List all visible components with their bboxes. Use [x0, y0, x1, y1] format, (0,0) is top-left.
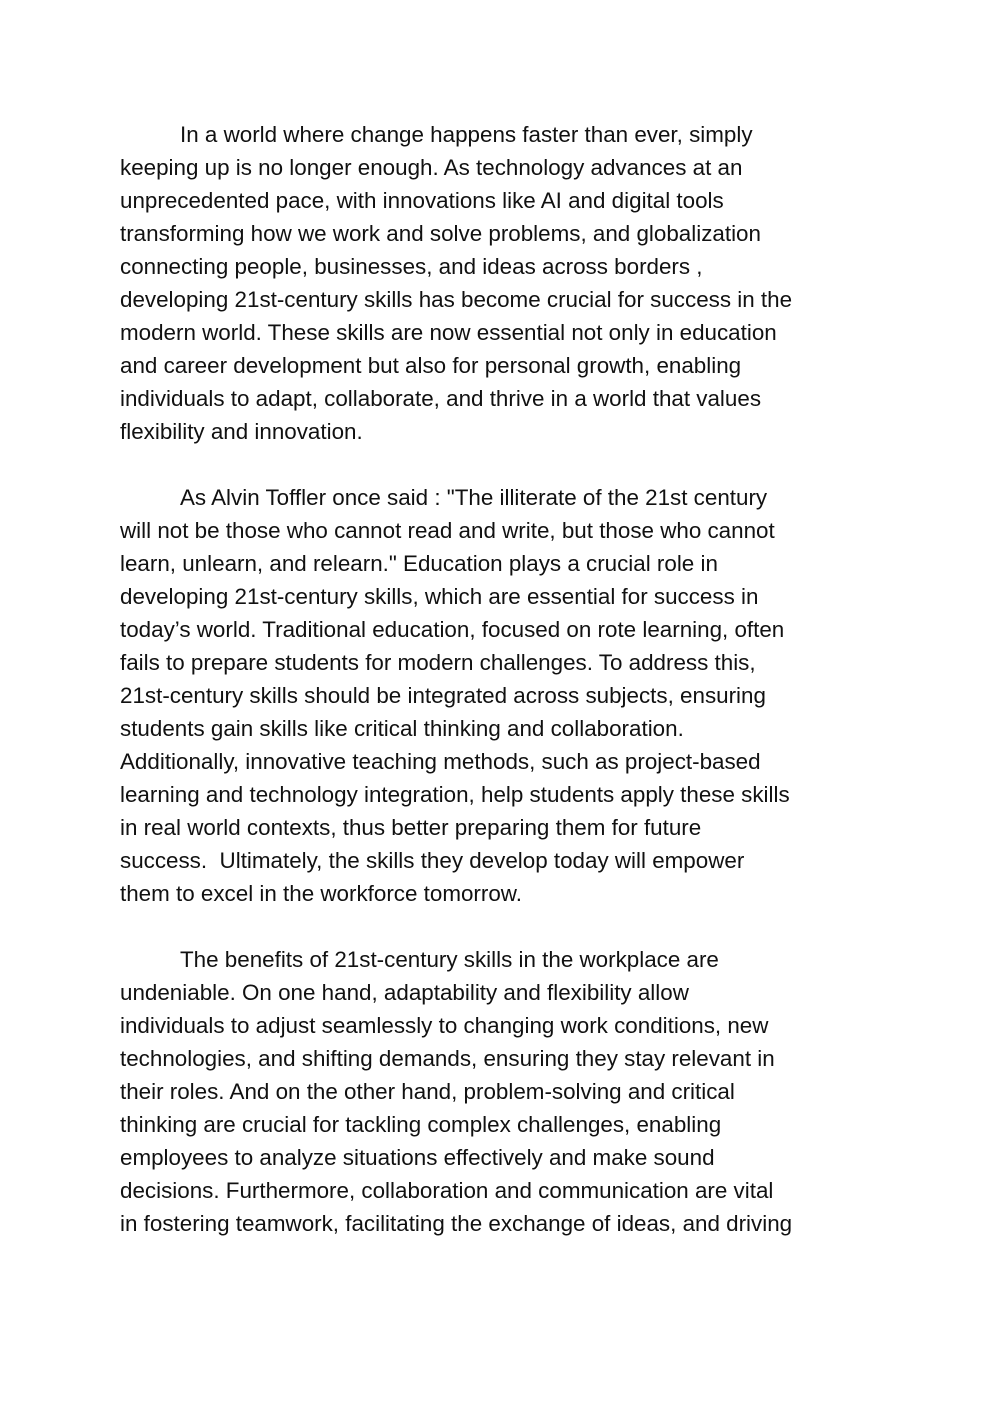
paragraph-line: developing 21st-century skills, which are essential for success in: [120, 584, 759, 609]
paragraph-line: today’s world. Traditional education, focused on rote learning, often: [120, 617, 785, 642]
paragraph-line: employees to analyze situations effectively and make sound: [120, 1145, 715, 1170]
paragraph-line: unprecedented pace, with innovations like AI and digital tools: [120, 188, 724, 213]
paragraph-line: success. Ultimately, the skills they develop today will empower: [120, 848, 745, 873]
paragraph-line: will not be those who cannot read and write, but those who cannot: [120, 518, 775, 543]
paragraph-line: modern world. These skills are now essential not only in education: [120, 320, 777, 345]
paragraph-line: their roles. And on the other hand, problem-solving and critical: [120, 1079, 735, 1104]
paragraph-spacer: [120, 448, 880, 481]
paragraph-line: students gain skills like critical thinking and collaboration.: [120, 716, 684, 741]
paragraph-line: As Alvin Toffler once said : "The illiterate of the 21st century: [180, 485, 768, 510]
paragraph-line: In a world where change happens faster than ever, simply: [180, 122, 753, 147]
document-body: [120, 118, 880, 1240]
paragraph-line: learning and technology integration, help students apply these skills: [120, 782, 790, 807]
paragraph-1: [120, 118, 880, 448]
paragraph-line: decisions. Furthermore, collaboration and communication are vital: [120, 1178, 774, 1203]
paragraph-line: thinking are crucial for tackling complex challenges, enabling: [120, 1112, 722, 1137]
paragraph-3: [120, 943, 880, 1240]
paragraph-line: in fostering teamwork, facilitating the exchange of ideas, and driving: [120, 1211, 793, 1236]
paragraph-line: learn, unlearn, and relearn." Education plays a crucial role in: [120, 551, 718, 576]
paragraph-line: The benefits of 21st-century skills in the workplace are: [180, 947, 719, 972]
paragraph-line: 21st-century skills should be integrated across subjects, ensuring: [120, 683, 766, 708]
paragraph-line: flexibility and innovation.: [120, 419, 363, 444]
paragraph-line: in real world contexts, thus better preparing them for future: [120, 815, 702, 840]
paragraph-line: Additionally, innovative teaching methods, such as project-based: [120, 749, 761, 774]
paragraph-line: technologies, and shifting demands, ensuring they stay relevant in: [120, 1046, 775, 1071]
paragraph-line: connecting people, businesses, and ideas across borders ,: [120, 254, 703, 279]
paragraph-line: developing 21st-century skills has become crucial for success in the: [120, 287, 793, 312]
paragraph-line: individuals to adjust seamlessly to changing work conditions, new: [120, 1013, 769, 1038]
paragraph-line: transforming how we work and solve problems, and globalization: [120, 221, 761, 246]
paragraph-line: keeping up is no longer enough. As technology advances at an: [120, 155, 743, 180]
paragraph-line: undeniable. On one hand, adaptability and flexibility allow: [120, 980, 689, 1005]
paragraph-line: them to excel in the workforce tomorrow.: [120, 881, 522, 906]
paragraph-line: individuals to adapt, collaborate, and thrive in a world that values: [120, 386, 762, 411]
paragraph-line: and career development but also for personal growth, enabling: [120, 353, 742, 378]
paragraph-2: [120, 481, 880, 910]
paragraph-line: fails to prepare students for modern challenges. To address this,: [120, 650, 756, 675]
paragraph-spacer: [120, 910, 880, 943]
